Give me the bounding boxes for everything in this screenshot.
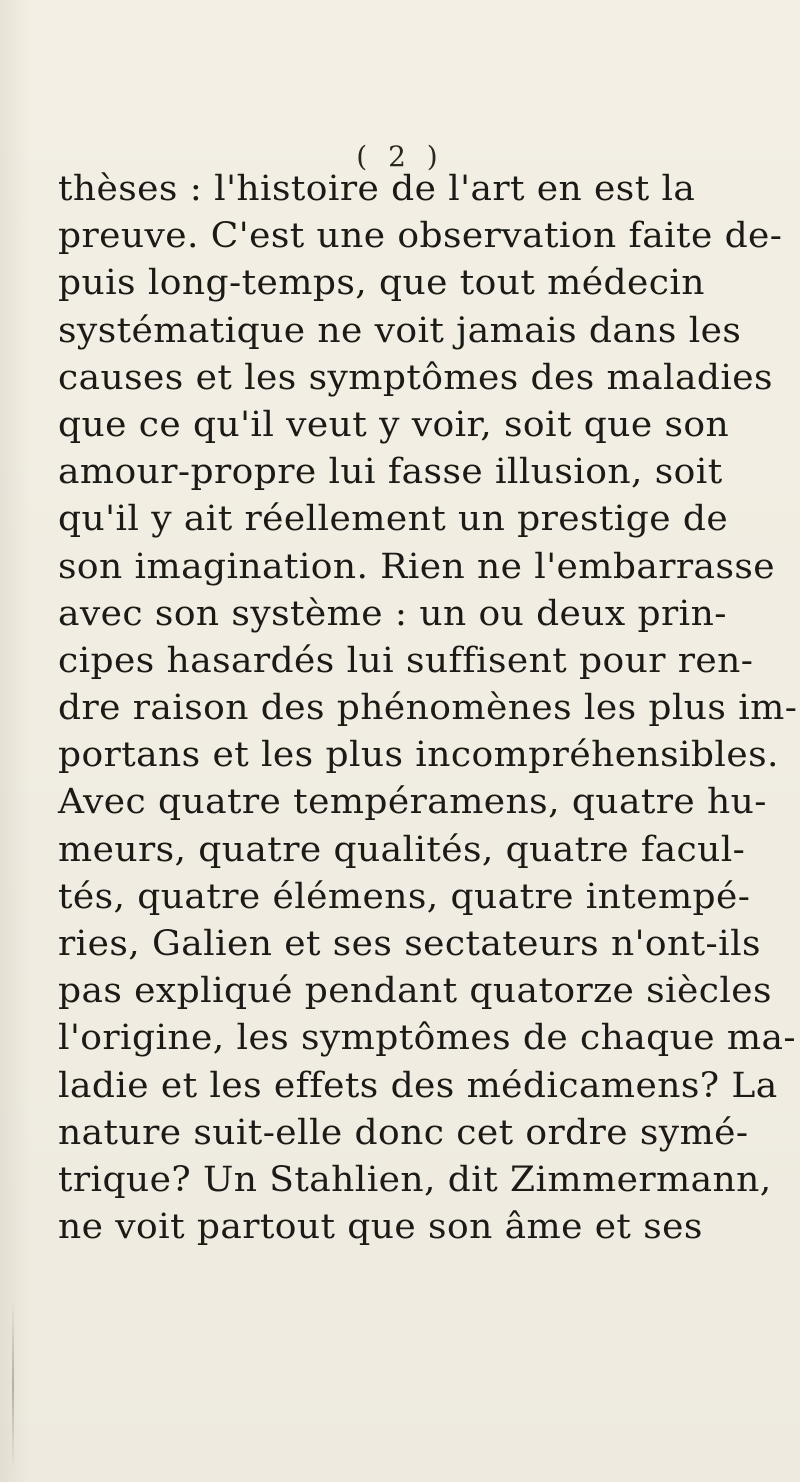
text-line: thèses : l'histoire de l'art en est la [58,169,696,209]
text-line: amour-propre lui fasse illusion, soit [58,452,723,493]
text-line: dre raison des phénomènes les plus im- [58,688,798,729]
text-line: systématique ne voit jamais dans les [58,310,742,351]
text-line: Avec quatre tempéramens, quatre hu- [58,782,767,823]
text-line: avec son système : un ou deux prin- [58,593,727,634]
text-line: qu'il y ait réellement un prestige de [58,499,729,540]
text-line: ne voit partout que son âme et ses [58,1207,703,1248]
text-line: ries, Galien et ses sectateurs n'ont-ils [58,924,761,964]
text-line: son imagination. Rien ne l'embarrasse [58,546,776,587]
text-line: ladie et les effets des médicamens? La [58,1065,778,1106]
text-line: puis long-temps, que tout médecin [58,263,705,304]
text-line: causes et les symptômes des maladies [58,357,773,398]
text-line: portans et les plus incompréhensibles. [58,735,779,776]
body-text [58,166,798,1251]
text-line: l'origine, les symptômes de chaque ma- [58,1018,796,1059]
text-line: trique? Un Stahlien, dit Zimmermann, [58,1159,772,1200]
text-line: cipes hasardés lui suffisent pour ren- [58,640,754,681]
text-line: meurs, quatre qualités, quatre facul- [58,829,746,870]
text-line: nature suit-elle donc cet ordre symé- [58,1112,749,1153]
page-edge-shadow [12,1300,14,1470]
text-line: preuve. C'est une observation faite de- [58,216,783,257]
page-number: ( 2 ) [356,140,444,173]
text-line: pas expliqué pendant quatorze siècles [58,971,772,1012]
text-line: que ce qu'il veut y voir, soit que son [58,404,730,445]
text-line: tés, quatre élémens, quatre intempé- [58,876,751,917]
